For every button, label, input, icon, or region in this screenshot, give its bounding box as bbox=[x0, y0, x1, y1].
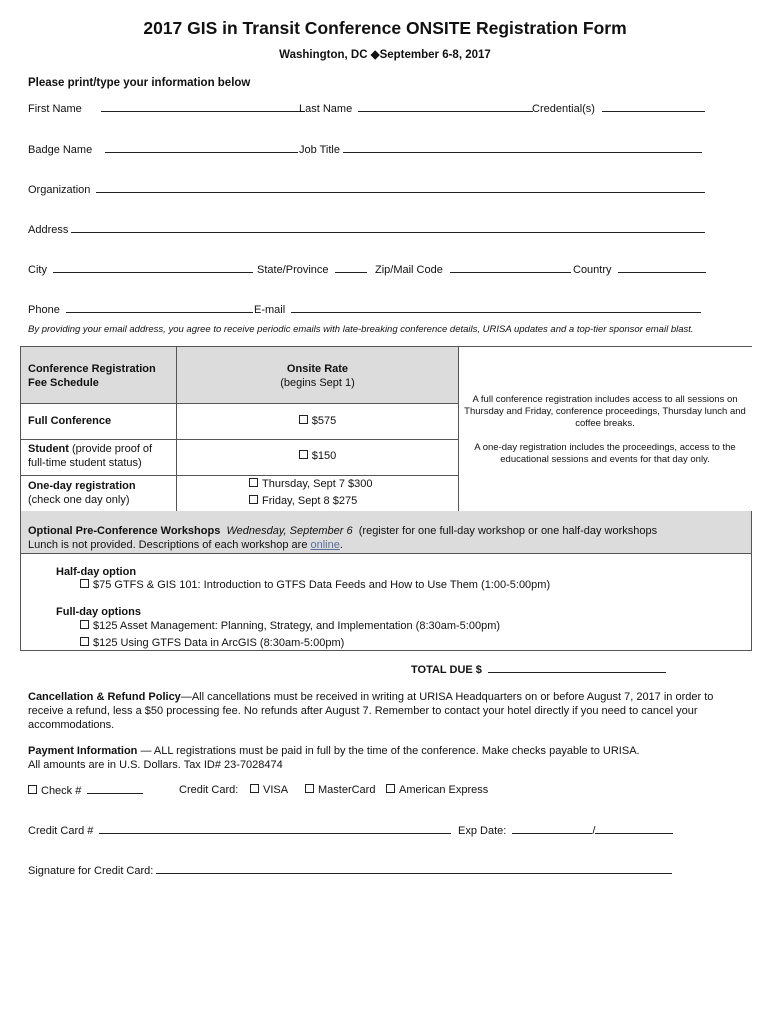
country-line[interactable] bbox=[618, 263, 706, 273]
city-line[interactable] bbox=[53, 263, 253, 273]
email-consent-note: By providing your email address, you agree to receive periodic emails with late-breaking conference details, URISA updates and a top-tier sponsor email blast. bbox=[28, 324, 694, 335]
checkbox-icon[interactable] bbox=[249, 478, 258, 487]
total-due-label: TOTAL DUE $ bbox=[411, 664, 482, 676]
last-name-line[interactable] bbox=[358, 102, 533, 112]
full-day-option-arcgis[interactable]: $125 Using GTFS Data in ArcGIS (8:30am-5:00pm) bbox=[80, 636, 344, 650]
checkbox-icon[interactable] bbox=[80, 637, 89, 646]
check-option[interactable]: Check # bbox=[28, 784, 143, 797]
credit-card-label: Credit Card: bbox=[179, 784, 239, 796]
credentials-line[interactable] bbox=[602, 102, 705, 112]
full-day-heading: Full-day options bbox=[56, 606, 141, 618]
cancellation-policy: Cancellation & Refund Policy—All cancellations must be received in writing at URISA Headquarters on or before August 7, 2017 in order to receive a refund, less a $50 processing fee. No refunds after August 7. Remember to contact your hotel directly if you need to cancel your accommodations. bbox=[28, 691, 714, 731]
full-conference-option[interactable]: $575 bbox=[177, 414, 458, 428]
first-name-line[interactable] bbox=[101, 102, 305, 112]
event-location-date: Washington, DC ◆September 6-8, 2017 bbox=[279, 49, 491, 61]
organization-field[interactable] bbox=[28, 183, 705, 196]
total-due-line[interactable] bbox=[488, 663, 666, 673]
fee-header-rate: Onsite Rate (begins Sept 1) bbox=[280, 363, 355, 389]
one-day-friday-option[interactable]: Friday, Sept 8 $275 bbox=[249, 494, 357, 508]
checkbox-icon[interactable] bbox=[80, 579, 89, 588]
zip-label: Zip/Mail Code bbox=[375, 264, 443, 276]
signature-field[interactable] bbox=[28, 864, 672, 877]
city-label: City bbox=[28, 264, 47, 276]
online-link[interactable]: online bbox=[310, 539, 340, 551]
first-name-field[interactable] bbox=[28, 102, 305, 115]
checkbox-icon[interactable] bbox=[299, 450, 308, 459]
visa-option[interactable]: VISA bbox=[250, 784, 288, 796]
checkbox-icon[interactable] bbox=[28, 785, 37, 794]
zip-line[interactable] bbox=[450, 263, 571, 273]
state-field[interactable] bbox=[257, 263, 367, 276]
organization-line[interactable] bbox=[96, 183, 705, 193]
full-conference-label: Full Conference bbox=[28, 415, 112, 427]
job-title-label: Job Title bbox=[299, 144, 340, 156]
email-field[interactable] bbox=[254, 303, 701, 316]
credit-card-number-field[interactable] bbox=[28, 824, 451, 837]
address-label: Address bbox=[28, 224, 69, 236]
email-line[interactable] bbox=[291, 303, 701, 313]
exp-year-line[interactable] bbox=[595, 824, 673, 834]
lunch-note: Lunch is not provided. Descriptions of each workshop are bbox=[28, 539, 311, 551]
exp-month-line[interactable] bbox=[512, 824, 592, 834]
phone-field[interactable] bbox=[28, 303, 253, 316]
workshops-date: Wednesday, September 6 bbox=[226, 525, 353, 537]
country-label: Country bbox=[573, 264, 612, 276]
last-name-label: Last Name bbox=[299, 103, 353, 115]
address-line[interactable] bbox=[71, 223, 705, 233]
half-day-heading: Half-day option bbox=[56, 566, 137, 578]
signature-line[interactable] bbox=[156, 864, 672, 874]
job-title-field[interactable] bbox=[299, 143, 702, 156]
checkbox-icon[interactable] bbox=[250, 784, 259, 793]
badge-name-label: Badge Name bbox=[28, 144, 93, 156]
student-label: Student (provide proof of full-time student status) bbox=[28, 443, 153, 469]
checkbox-icon[interactable] bbox=[305, 784, 314, 793]
workshops-title: Optional Pre-Conference Workshops bbox=[28, 525, 221, 537]
workshops-options bbox=[20, 554, 752, 651]
country-field[interactable] bbox=[573, 263, 706, 276]
page-title: 2017 GIS in Transit Conference ONSITE Registration Form bbox=[143, 18, 627, 38]
phone-line[interactable] bbox=[66, 303, 253, 313]
zip-field[interactable] bbox=[375, 263, 571, 276]
full-conference-note: A full conference registration includes access to all sessions on Thursday and Friday, conference proceedings, Thursday lunch and coffee breaks. bbox=[464, 394, 746, 429]
exp-date-label: Exp Date: bbox=[458, 825, 507, 837]
badge-name-line[interactable] bbox=[105, 143, 298, 153]
address-field[interactable] bbox=[28, 223, 705, 236]
credit-card-number-line[interactable] bbox=[99, 824, 451, 834]
first-name-label: First Name bbox=[28, 103, 82, 115]
check-number-line[interactable] bbox=[87, 784, 143, 794]
checkbox-icon[interactable] bbox=[80, 620, 89, 629]
job-title-line[interactable] bbox=[343, 143, 702, 153]
signature-label: Signature for Credit Card: bbox=[28, 865, 154, 877]
organization-label: Organization bbox=[28, 184, 91, 196]
total-due-field[interactable] bbox=[411, 663, 666, 676]
email-label: E-mail bbox=[254, 304, 286, 316]
exp-date-field[interactable]: Exp Date: / bbox=[458, 824, 673, 837]
one-day-label: One-day registration (check one day only) bbox=[28, 480, 136, 506]
one-day-note: A one-day registration includes the proceedings, access to the educational sessions and events for that day only. bbox=[474, 442, 736, 465]
payment-information: Payment Information — ALL registrations must be paid in full by the time of the conference. Make checks payable to URISA. All amounts are in U.S. Dollars. Tax ID# 23-7028474 bbox=[28, 745, 640, 771]
city-field[interactable] bbox=[28, 263, 253, 276]
workshops-note: (register for one full-day workshop or one half-day workshops bbox=[358, 525, 658, 537]
half-day-option[interactable]: $75 GTFS & GIS 101: Introduction to GTFS Data Feeds and How to Use Them (1:00-5:00pm) bbox=[80, 578, 550, 592]
checkbox-icon[interactable] bbox=[386, 784, 395, 793]
fee-header-category: Conference Registration Fee Schedule bbox=[28, 363, 156, 389]
amex-option[interactable]: American Express bbox=[386, 784, 488, 796]
credentials-field[interactable] bbox=[532, 102, 705, 115]
student-option[interactable]: $150 bbox=[177, 449, 458, 463]
credit-card-number-label: Credit Card # bbox=[28, 825, 94, 837]
checkbox-icon[interactable] bbox=[299, 415, 308, 424]
state-line[interactable] bbox=[335, 263, 367, 273]
mastercard-option[interactable]: MasterCard bbox=[305, 784, 375, 796]
instructions-heading: Please print/type your information below bbox=[28, 77, 251, 89]
workshops-header: Optional Pre-Conference Workshops Wednesday, September 6 (register for one full-day workshop or one half-day workshops Lunch is not provided. Descriptions of each workshop are online. bbox=[20, 511, 752, 554]
badge-name-field[interactable] bbox=[28, 143, 298, 156]
state-label: State/Province bbox=[257, 264, 329, 276]
full-day-option-asset-management[interactable]: $125 Asset Management: Planning, Strategy, and Implementation (8:30am-5:00pm) bbox=[80, 619, 500, 633]
fee-schedule-table bbox=[20, 346, 752, 513]
last-name-field[interactable] bbox=[299, 102, 533, 115]
credentials-label: Credential(s) bbox=[532, 103, 595, 115]
checkbox-icon[interactable] bbox=[249, 495, 258, 504]
one-day-thursday-option[interactable]: Thursday, Sept 7 $300 bbox=[249, 477, 372, 491]
phone-label: Phone bbox=[28, 304, 60, 316]
